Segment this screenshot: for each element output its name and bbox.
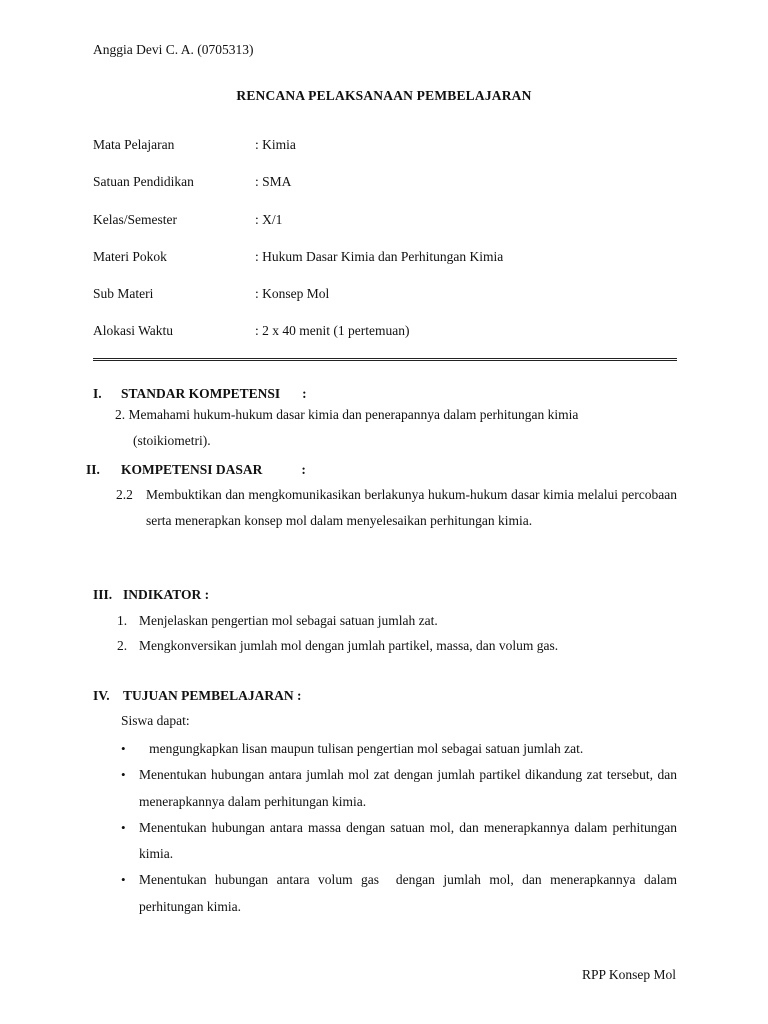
bullet-icon: • — [121, 872, 126, 888]
section-colon: : — [302, 386, 307, 401]
section-indikator — [93, 587, 677, 658]
item-text: mengungkapkan lisan maupun tulisan pengertian mol sebagai satuan jumlah zat. — [139, 741, 584, 756]
list-item — [121, 867, 681, 920]
item-text: Mengkonversikan jumlah mol dengan jumlah partikel, massa, dan volum gas. — [139, 637, 559, 653]
tujuan-list — [121, 736, 681, 920]
item-text: Menentukan hubungan antara volum gas dengan jumlah mol, dan menerapkannya dalam perhitungan kimia. — [139, 872, 681, 914]
author-line: Anggia Devi C. A. (0705313) — [93, 42, 254, 57]
bullet-icon: • — [121, 767, 126, 783]
item-text: Memahami hukum-hukum dasar kimia dan penerapannya dalam perhitungan kimia — [128, 407, 579, 422]
info-row-subject — [93, 137, 683, 174]
info-label: Satuan Pendidikan — [93, 174, 194, 190]
section-body — [116, 482, 677, 533]
info-label: Kelas/Semester — [93, 211, 177, 227]
item-number: 2. — [117, 637, 128, 653]
section-number: I. — [93, 386, 102, 401]
section-heading — [93, 688, 677, 704]
section-kompetensi-dasar — [86, 462, 677, 533]
info-row-time — [93, 323, 683, 360]
info-row-school — [93, 174, 683, 211]
section-number: III. — [93, 587, 113, 602]
list-item — [117, 609, 677, 634]
section-item — [116, 482, 677, 533]
item-text: Menentukan hubungan antara massa dengan satuan mol, dan menerapkannya dalam perhitungan kimia. — [139, 819, 677, 862]
item-number: 2.2 — [116, 487, 133, 502]
item-text: Menjelaskan pengertian mol sebagai satuan jumlah zat. — [139, 613, 438, 628]
section-title: TUJUAN PEMBELAJARAN : — [123, 688, 302, 703]
section-heading — [86, 462, 677, 478]
info-label: Mata Pelajaran — [93, 137, 175, 152]
info-value: : Konsep Mol — [255, 286, 330, 302]
indikator-list — [117, 609, 677, 658]
info-value: : Hukum Dasar Kimia dan Perhitungan Kimia — [255, 248, 504, 264]
info-row-subtopic — [93, 286, 683, 323]
item-number: 1. — [117, 613, 128, 628]
item-continuation: (stoikiometri). — [133, 433, 211, 448]
section-item — [115, 402, 677, 428]
info-label: Alokasi Waktu — [93, 323, 174, 339]
info-value: : 2 x 40 menit (1 pertemuan) — [255, 323, 410, 339]
list-item — [121, 762, 677, 815]
page-footer: RPP Konsep Mol — [581, 967, 676, 982]
divider-line — [93, 360, 677, 361]
item-text: Menentukan hubungan antara jumlah mol zat dengan jumlah partikel dikandung zat tersebut, dan menerapkannya dalam perhitungan kimia. — [139, 767, 677, 809]
bullet-icon: • — [121, 819, 126, 835]
section-heading — [93, 587, 677, 603]
info-value: : X/1 — [255, 211, 283, 227]
item-text: Membuktikan dan mengkomunikasikan berlakunya hukum-hukum dasar kimia melalui percobaan serta menerapkan konsep mol dalam menyelesaikan perhitungan kimia. — [146, 487, 677, 528]
info-value: : Kimia — [255, 137, 296, 152]
list-item — [117, 634, 677, 659]
section-number: IV. — [93, 688, 110, 703]
section-tujuan-pembelajaran — [93, 688, 681, 920]
section-standar-kompetensi — [93, 386, 677, 454]
info-row-topic — [93, 249, 683, 286]
bullet-icon: • — [121, 741, 126, 756]
section-title: STANDAR KOMPETENSI — [121, 386, 281, 401]
document-title: RENCANA PELAKSANAAN PEMBELAJARAN — [236, 88, 532, 103]
info-row-class — [93, 212, 683, 249]
section-intro: Siswa dapat: — [121, 713, 190, 728]
section-colon: : — [301, 462, 306, 477]
info-label: Materi Pokok — [93, 248, 167, 264]
item-number: 2. — [115, 407, 126, 422]
list-item — [121, 815, 677, 868]
info-label: Sub Materi — [93, 286, 154, 302]
info-table — [93, 137, 683, 361]
section-heading — [93, 386, 677, 402]
info-value: : SMA — [255, 174, 292, 190]
section-title: INDIKATOR : — [123, 587, 210, 602]
divider-line — [93, 358, 677, 359]
section-body — [115, 402, 677, 454]
section-number: II. — [86, 462, 100, 477]
section-title: KOMPETENSI DASAR — [121, 462, 263, 477]
list-item — [121, 736, 677, 762]
